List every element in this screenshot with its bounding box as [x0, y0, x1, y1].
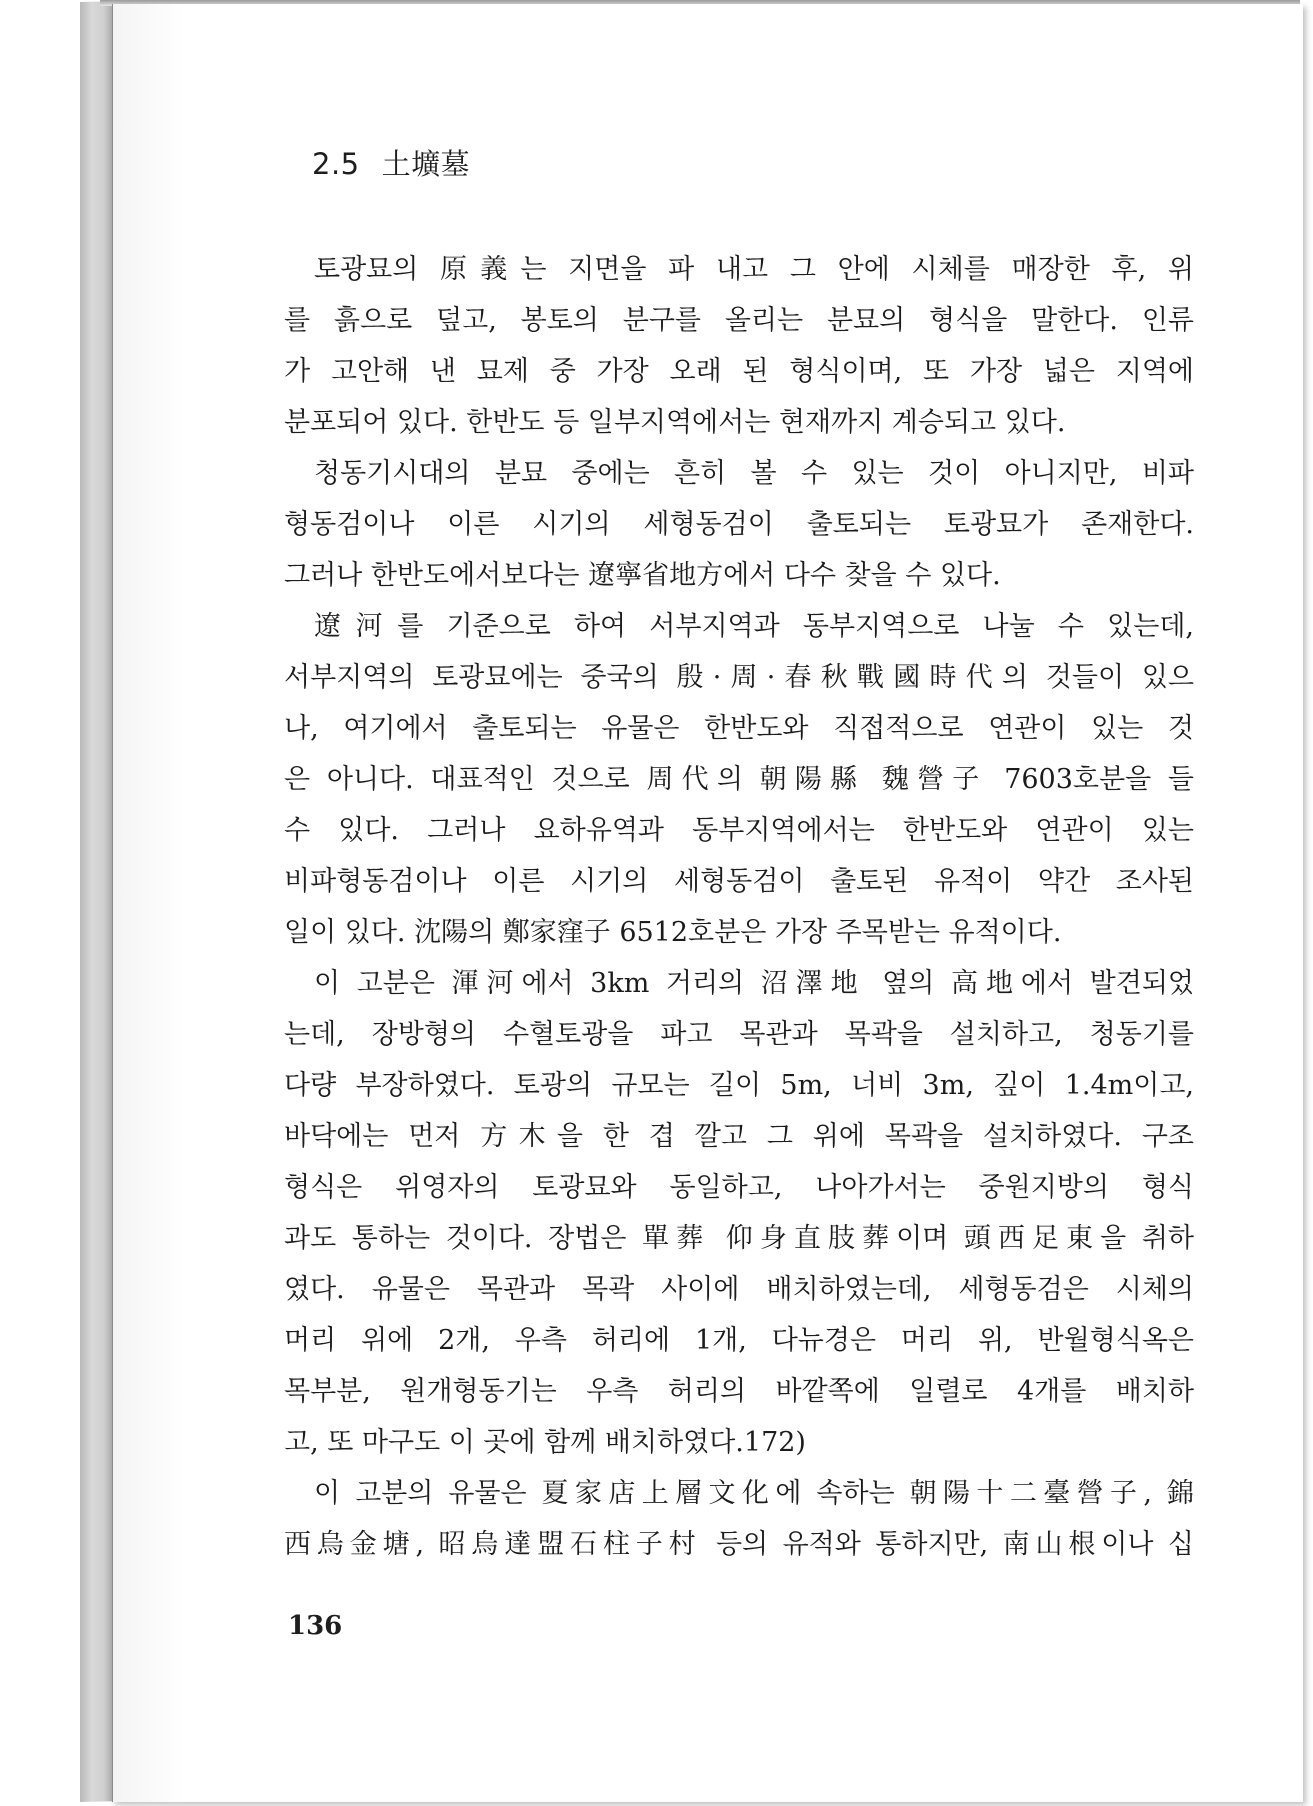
text-line: 과도 통하는 것이다. 장법은 單葬 仰身直肢葬이며 頭西足東을 취하 [284, 1223, 1194, 1254]
body-text [284, 244, 1194, 1570]
section-heading [312, 142, 470, 183]
text-line: 머리 위에 2개, 우측 허리에 1개, 다뉴경은 머리 위, 반월형식옥은 [284, 1325, 1194, 1356]
text-line: 바닥에는 먼저 方木을 한 겹 깔고 그 위에 목곽을 설치하였다. 구조 [284, 1121, 1194, 1152]
text-line: 다량 부장하였다. 토광의 규모는 길이 5m, 너비 3m, 깊이 1.4m이고, [284, 1070, 1194, 1101]
book-spine [80, 1, 114, 1802]
section-number: 2.5 [312, 147, 360, 181]
text-line: 를 흙으로 덮고, 봉토의 분구를 올리는 분묘의 형식을 말한다. 인류 [284, 305, 1194, 336]
text-line: 그러나 한반도에서보다는 遼寧省地方에서 다수 찾을 수 있다. [284, 560, 1001, 591]
text-line: 는데, 장방형의 수혈토광을 파고 목관과 목곽을 설치하고, 청동기를 [284, 1019, 1194, 1050]
text-line: 이 고분의 유물은 夏家店上層文化에 속하는 朝陽十二臺營子, 錦 [314, 1478, 1194, 1509]
text-line: 서부지역의 토광묘에는 중국의 殷·周·春秋戰國時代의 것들이 있으 [284, 662, 1194, 693]
section-title: 土壙墓 [381, 147, 471, 181]
text-line: 은 아니다. 대표적인 것으로 周代의 朝陽縣 魏營子 7603호분을 들 [284, 764, 1194, 795]
text-line: 목부분, 원개형동기는 우측 허리의 바깥쪽에 일렬로 4개를 배치하 [284, 1376, 1194, 1407]
text-line: 西烏金塘, 昭烏達盟石柱子村 등의 유적와 통하지만, 南山根이나 십 [284, 1529, 1194, 1560]
text-line: 고, 또 마구도 이 곳에 함께 배치하였다.172) [284, 1427, 806, 1458]
text-line: 가 고안해 낸 묘제 중 가장 오래 된 형식이며, 또 가장 넓은 지역에 [284, 356, 1194, 387]
text-line: 비파형동검이나 이른 시기의 세형동검이 출토된 유적이 약간 조사된 [284, 866, 1194, 897]
text-line: 일이 있다. 沈陽의 鄭家窪子 6512호분은 가장 주목받는 유적이다. [284, 917, 1062, 948]
text-line: 청동기시대의 분묘 중에는 흔히 볼 수 있는 것이 아니지만, 비파 [314, 458, 1194, 489]
text-line: 토광묘의 原義는 지면을 파 내고 그 안에 시체를 매장한 후, 위 [314, 254, 1194, 285]
text-line: 형식은 위영자의 토광묘와 동일하고, 나아가서는 중원지방의 형식 [284, 1172, 1194, 1203]
text-line: 분포되어 있다. 한반도 등 일부지역에서는 현재까지 계승되고 있다. [284, 407, 1066, 438]
text-line: 이 고분은 渾河에서 3km 거리의 沼澤地 옆의 高地에서 발견되었 [314, 968, 1194, 999]
text-line: 수 있다. 그러나 요하유역과 동부지역에서는 한반도와 연관이 있는 [284, 815, 1194, 846]
text-line: 였다. 유물은 목관과 목곽 사이에 배치하였는데, 세형동검은 시체의 [284, 1274, 1194, 1305]
text-line: 나, 여기에서 출토되는 유물은 한반도와 직접적으로 연관이 있는 것 [284, 713, 1194, 744]
page-number: 136 [288, 1611, 343, 1641]
text-line: 遼河를 기준으로 하여 서부지역과 동부지역으로 나눌 수 있는데, [314, 611, 1194, 642]
text-line: 형동검이나 이른 시기의 세형동검이 출토되는 토광묘가 존재한다. [284, 509, 1194, 540]
